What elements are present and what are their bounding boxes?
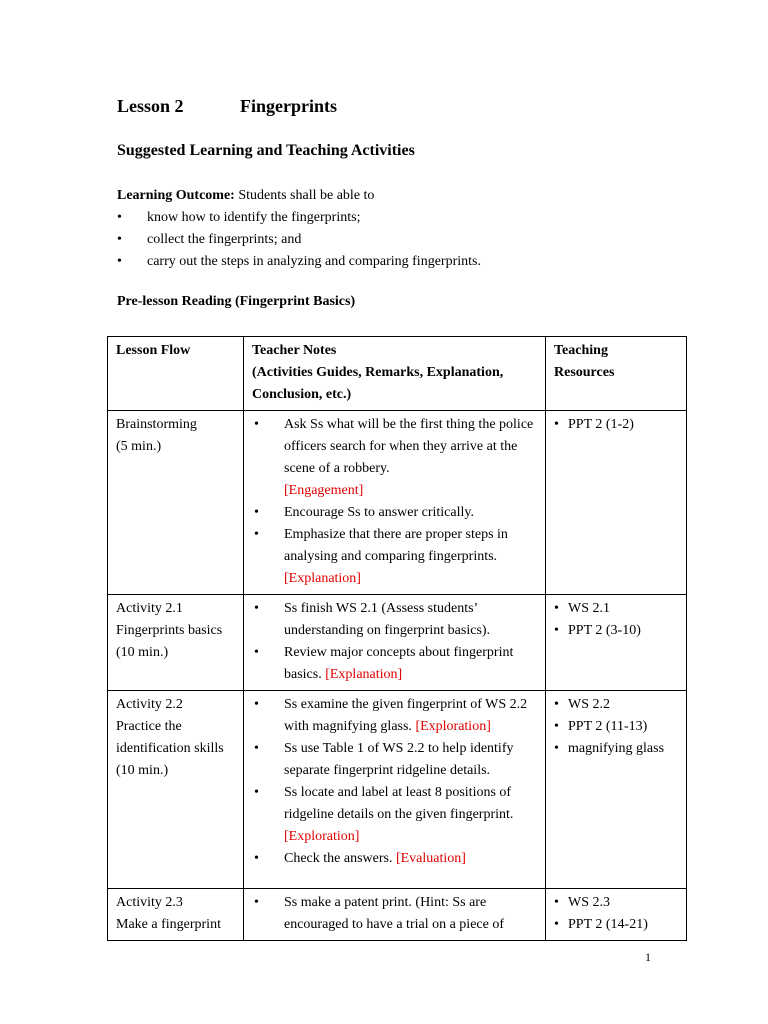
flow-line: (10 min.)	[116, 763, 169, 778]
header-notes-sub: (Activities Guides, Remarks, Explanation, Conclusion, etc.)	[252, 365, 504, 402]
flow-line: Brainstorming	[116, 417, 197, 432]
resource-item: • PPT 2 (1-2)	[554, 414, 678, 436]
table-row	[108, 411, 687, 595]
learning-outcome	[117, 185, 481, 273]
outcome-list	[117, 207, 481, 273]
outcome-item: • carry out the steps in analyzing and comparing fingerprints.	[117, 251, 481, 273]
header-lesson-flow: Lesson Flow	[108, 337, 244, 411]
resources-cell	[546, 691, 687, 889]
resource-item: • WS 2.3	[554, 892, 678, 914]
header-teaching-resources	[546, 337, 687, 411]
header-notes-title: Teacher Notes	[252, 343, 337, 358]
lesson-number: Lesson 2	[117, 96, 184, 116]
teacher-notes-cell	[244, 691, 546, 889]
header-resources-2: Resources	[554, 365, 615, 380]
header-resources-1: Teaching	[554, 343, 608, 358]
phase-tag: [Evaluation]	[395, 851, 466, 866]
note-item: • Emphasize that there are proper steps in analysing and comparing fingerprints. [Explanation]	[252, 524, 537, 590]
resource-item: • WS 2.1	[554, 598, 678, 620]
learning-outcome-intro: Students shall be able to	[238, 188, 375, 203]
resources-cell	[546, 411, 687, 595]
resource-item: • PPT 2 (3-10)	[554, 620, 678, 642]
flow-line: Fingerprints basics	[116, 623, 223, 638]
note-item: • Ss locate and label at least 8 positions of ridgeline details on the given fingerprint. [Exploration]	[252, 782, 537, 848]
flow-line: Make a fingerprint	[116, 917, 221, 932]
note-item: • Review major concepts about fingerprint basics. [Explanation]	[252, 642, 537, 686]
phase-tag: [Exploration]	[415, 719, 491, 734]
flow-line: (10 min.)	[116, 645, 169, 660]
resources-cell	[546, 595, 687, 691]
page-number: 1	[645, 950, 651, 964]
flow-line: identification skills	[116, 741, 224, 756]
lesson-title	[117, 96, 337, 117]
table-row	[108, 889, 687, 941]
resource-item: • PPT 2 (11-13)	[554, 716, 678, 738]
phase-tag: [Engagement]	[284, 483, 364, 498]
table-row	[108, 691, 687, 889]
note-item: • Check the answers. [Evaluation]	[252, 848, 537, 870]
outcome-item: • collect the fingerprints; and	[117, 229, 481, 251]
table-row	[108, 595, 687, 691]
lesson-flow-cell	[108, 595, 244, 691]
resource-item: • WS 2.2	[554, 694, 678, 716]
lesson-flow-cell	[108, 889, 244, 941]
outcome-item: • know how to identify the fingerprints;	[117, 207, 481, 229]
lesson-topic: Fingerprints	[240, 96, 337, 116]
resources-cell	[546, 889, 687, 941]
phase-tag: [Explanation]	[284, 571, 361, 586]
table-header-row	[108, 337, 687, 411]
note-item: • Encourage Ss to answer critically.	[252, 502, 537, 524]
lesson-flow-cell	[108, 411, 244, 595]
flow-line: (5 min.)	[116, 439, 162, 454]
teacher-notes-cell	[244, 411, 546, 595]
teacher-notes-cell	[244, 889, 546, 941]
lesson-flow-table	[107, 336, 687, 941]
teacher-notes-cell	[244, 595, 546, 691]
header-teacher-notes	[244, 337, 546, 411]
phase-tag: [Explanation]	[325, 667, 403, 682]
note-item: • Ss examine the given fingerprint of WS 2.2 with magnifying glass. [Exploration]	[252, 694, 537, 738]
note-item: • Ask Ss what will be the first thing the police officers search for when they arrive at the scene of a robbery. [Engagement]	[252, 414, 537, 502]
note-item: • Ss make a patent print. (Hint: Ss are encouraged to have a trial on a piece of	[252, 892, 537, 936]
flow-line: Activity 2.1	[116, 601, 183, 616]
flow-line: Activity 2.2	[116, 697, 183, 712]
learning-outcome-label: Learning Outcome:	[117, 188, 235, 203]
note-item: • Ss finish WS 2.1 (Assess students’ understanding on fingerprint basics).	[252, 598, 537, 642]
resource-item: • magnifying glass	[554, 738, 678, 760]
lesson-flow-cell	[108, 691, 244, 889]
section-subtitle: Suggested Learning and Teaching Activities	[117, 142, 415, 159]
resource-item: • PPT 2 (14-21)	[554, 914, 678, 936]
flow-line: Practice the	[116, 719, 182, 734]
flow-line: Activity 2.3	[116, 895, 183, 910]
pre-lesson-reading: Pre-lesson Reading (Fingerprint Basics)	[117, 294, 356, 309]
phase-tag: [Exploration]	[284, 829, 360, 844]
note-item: • Ss use Table 1 of WS 2.2 to help identify separate fingerprint ridgeline details.	[252, 738, 537, 782]
